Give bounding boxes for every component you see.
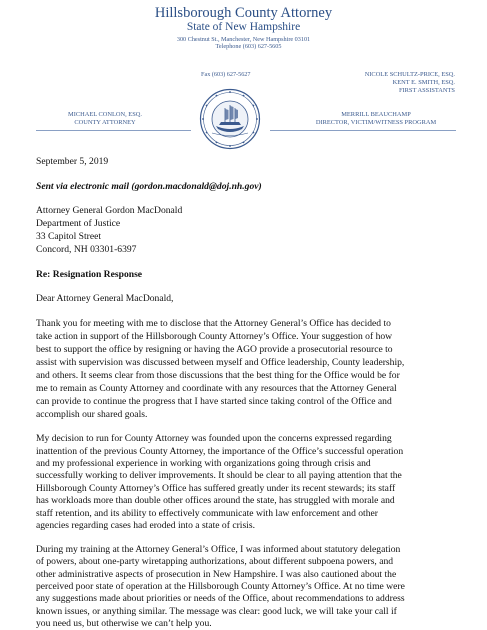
paragraph-line: staff retention, and its ability to effectively communicate with law enforcement and other (36, 507, 378, 519)
paragraph-line: any suggestions made about priorities or needs of the Office, about recommendations to address (36, 593, 405, 605)
paragraph-line: you need us, but otherwise we can’t help you. (36, 618, 212, 629)
paragraph-line: and others. It seems clear from those discussions that the best thing for the Office would be for (36, 370, 400, 381)
paragraph-line: has workloads more than double other offices around the state, has struggled with morale and (36, 495, 395, 507)
paragraph-line: Thank you for meeting with me to disclose that the Attorney General’s Office has decided to (36, 318, 391, 329)
paragraph-line: can provide to continue the progress that I have started since taking control of the Office and (36, 396, 392, 407)
paragraph-line: take action in support of the Hillsborough County Attorney’s Office. Your suggestion of how (36, 331, 393, 342)
county-attorney-name: MICHAEL CONLON, ESQ. (68, 111, 142, 118)
paragraph-line: other administrative aspects of prosecution in New Hampshire. I was also cautioned about the (36, 568, 397, 580)
office-telephone: Telephone (603) 627-5605 (215, 43, 282, 50)
paragraph-line: Hillsborough County Attorney’s Office has suffered greatly under its recent stewards; its staff (36, 482, 396, 494)
subject-line: Re: Resignation Response (36, 269, 143, 280)
state-subtitle: State of New Hampshire (186, 21, 301, 33)
county-attorney-title: COUNTY ATTORNEY (74, 119, 136, 126)
first-assistant-1: NICOLE SCHULTZ-PRICE, ESQ. (364, 71, 455, 78)
paragraph-line: me to remain as County Attorney and coordinate with any resources that the Attorney General (36, 383, 397, 394)
first-assistants-title: FIRST ASSISTANTS (398, 87, 455, 94)
office-address: 300 Chestnut St., Manchester, New Hampshire 03101 (176, 36, 311, 43)
delivery-note: Sent via electronic mail (gordon.macdonald@doj.nh.gov) (36, 181, 262, 192)
paragraph-line: and my professional experience in working with organizations going through crisis and (36, 458, 371, 470)
paragraph-line: My decision to run for County Attorney was founded upon the concerns expressed regarding (36, 433, 392, 445)
recipient-name: Attorney General Gordon MacDonald (36, 205, 183, 216)
county-seal-icon (199, 88, 261, 150)
office-fax: Fax (603) 627-5627 (201, 71, 251, 78)
recipient-street: 33 Capitol Street (36, 231, 102, 242)
paragraph-line: of powers, about one-party wiretapping authorizations, about different subpoena powers, and (36, 556, 394, 568)
paragraph-line: assist with supervision was discussed between myself and Office leadership, County leadership, (36, 357, 405, 368)
paragraph-line: inattention of the previous County Attorney, the importance of the Office’s successful operation (36, 445, 404, 457)
paragraph-line: successfully working to deliver improvements. It should be clear to all paying attention that the (36, 470, 402, 482)
paragraph-line: accomplish our shared goals. (36, 409, 148, 420)
left-divider (36, 130, 191, 131)
recipient-department: Department of Justice (36, 218, 121, 229)
right-divider (270, 130, 456, 131)
director-title: DIRECTOR, VICTIM/WITNESS PROGRAM (315, 119, 437, 126)
paragraph-line: agencies regarding cases had eroded into a state of crisis. (36, 519, 255, 531)
paragraph-line: known issues, or anything similar. The message was clear: good luck, we will take your call if (36, 605, 397, 617)
paragraph-line: best to support the office by resigning or having the AGO provide a prosecutorial resource to (36, 344, 393, 355)
first-assistant-2: KENT E. SMITH, ESQ. (392, 79, 455, 86)
director-name: MERRILL BEAUCHAMP (341, 111, 411, 118)
office-title: Hillsborough County Attorney (154, 5, 333, 21)
salutation: Dear Attorney General MacDonald, (36, 293, 174, 304)
paragraph-line: perceived poor state of operation at the Hillsborough County Attorney’s Office. At no time were (36, 580, 405, 592)
letter-date: September 5, 2019 (36, 156, 109, 167)
recipient-city: Concord, NH 03301-6397 (36, 244, 137, 255)
paragraph-line: During my training at the Attorney General’s Office, I was informed about statutory delegation (36, 543, 401, 555)
